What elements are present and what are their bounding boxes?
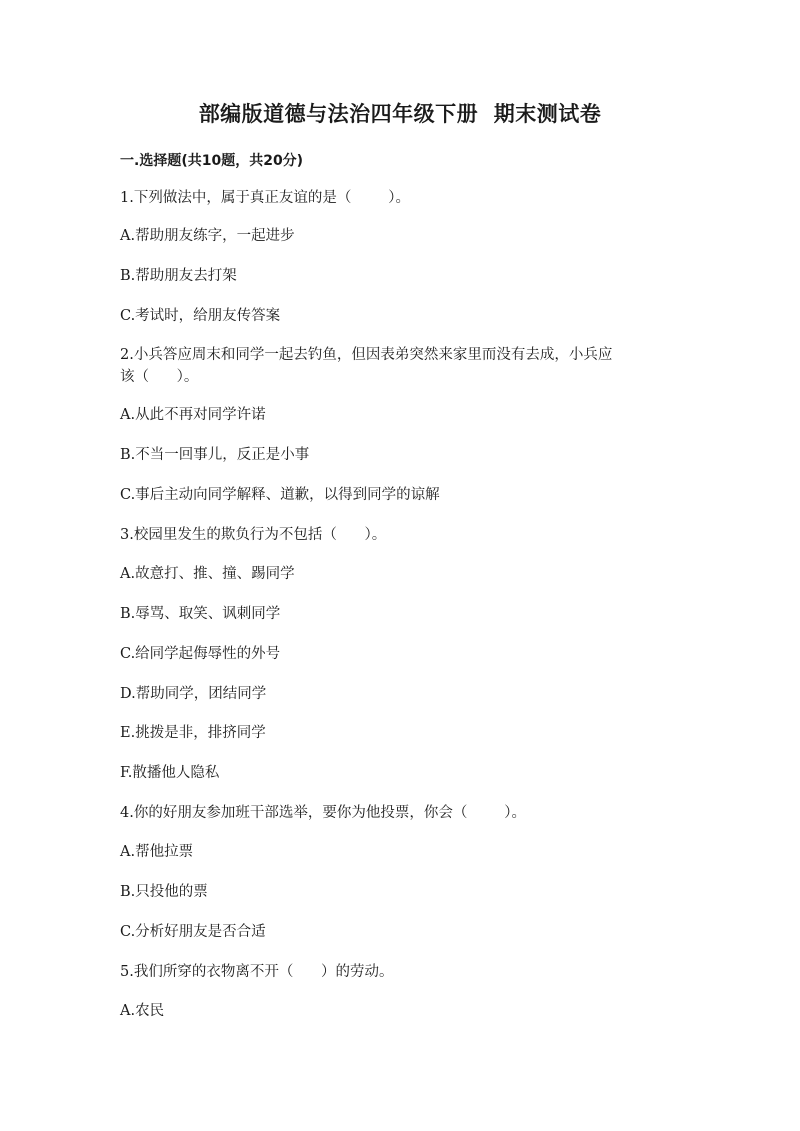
question-2-option-b: B.不当一回事儿，反正是小事 xyxy=(120,447,310,463)
question-2-option-a: A.从此不再对同学许诺 xyxy=(120,407,266,423)
question-4-option-c: C.分析好朋友是否合适 xyxy=(120,924,266,940)
question-1-option-a: A.帮助朋友练字，一起进步 xyxy=(120,228,295,244)
question-2-stem-line-1: 2.小兵答应周末和同学一起去钓鱼，但因表弟突然来家里而没有去成，小兵应 xyxy=(120,347,613,363)
question-5-option-a: A.农民 xyxy=(120,1003,165,1019)
question-3-option-b: B.辱骂、取笑、讽刺同学 xyxy=(120,606,281,622)
question-3-option-a: A.故意打、推、撞、踢同学 xyxy=(120,566,295,582)
question-3-stem: 3.校园里发生的欺负行为不包括（ ）。 xyxy=(120,527,387,543)
question-3-option-c: C.给同学起侮辱性的外号 xyxy=(120,646,281,662)
question-3-option-f: F.散播他人隐私 xyxy=(120,765,220,781)
question-3-option-d: D.帮助同学，团结同学 xyxy=(120,686,267,702)
question-1-option-b: B.帮助朋友去打架 xyxy=(120,268,237,284)
exam-title: 部编版道德与法治四年级下册 期末测试卷 xyxy=(198,102,602,126)
question-1-stem: 1.下列做法中，属于真正友谊的是（ ）。 xyxy=(120,190,410,206)
question-4-stem: 4.你的好朋友参加班干部选举，要你为他投票，你会（ ）。 xyxy=(120,805,526,821)
question-4-option-b: B.只投他的票 xyxy=(120,884,208,900)
question-1-option-c: C.考试时，给朋友传答案 xyxy=(120,308,281,324)
question-2-option-c: C.事后主动向同学解释、道歉，以得到同学的谅解 xyxy=(120,487,440,503)
question-2-stem-line-2: 该（ ）。 xyxy=(120,369,199,385)
question-4-option-a: A.帮他拉票 xyxy=(120,844,194,860)
question-5-stem: 5.我们所穿的衣物离不开（ ）的劳动。 xyxy=(120,964,394,980)
question-3-option-e: E.挑拨是非，排挤同学 xyxy=(120,725,266,741)
section-heading: 一.选择题(共10题，共20分) xyxy=(120,153,304,169)
